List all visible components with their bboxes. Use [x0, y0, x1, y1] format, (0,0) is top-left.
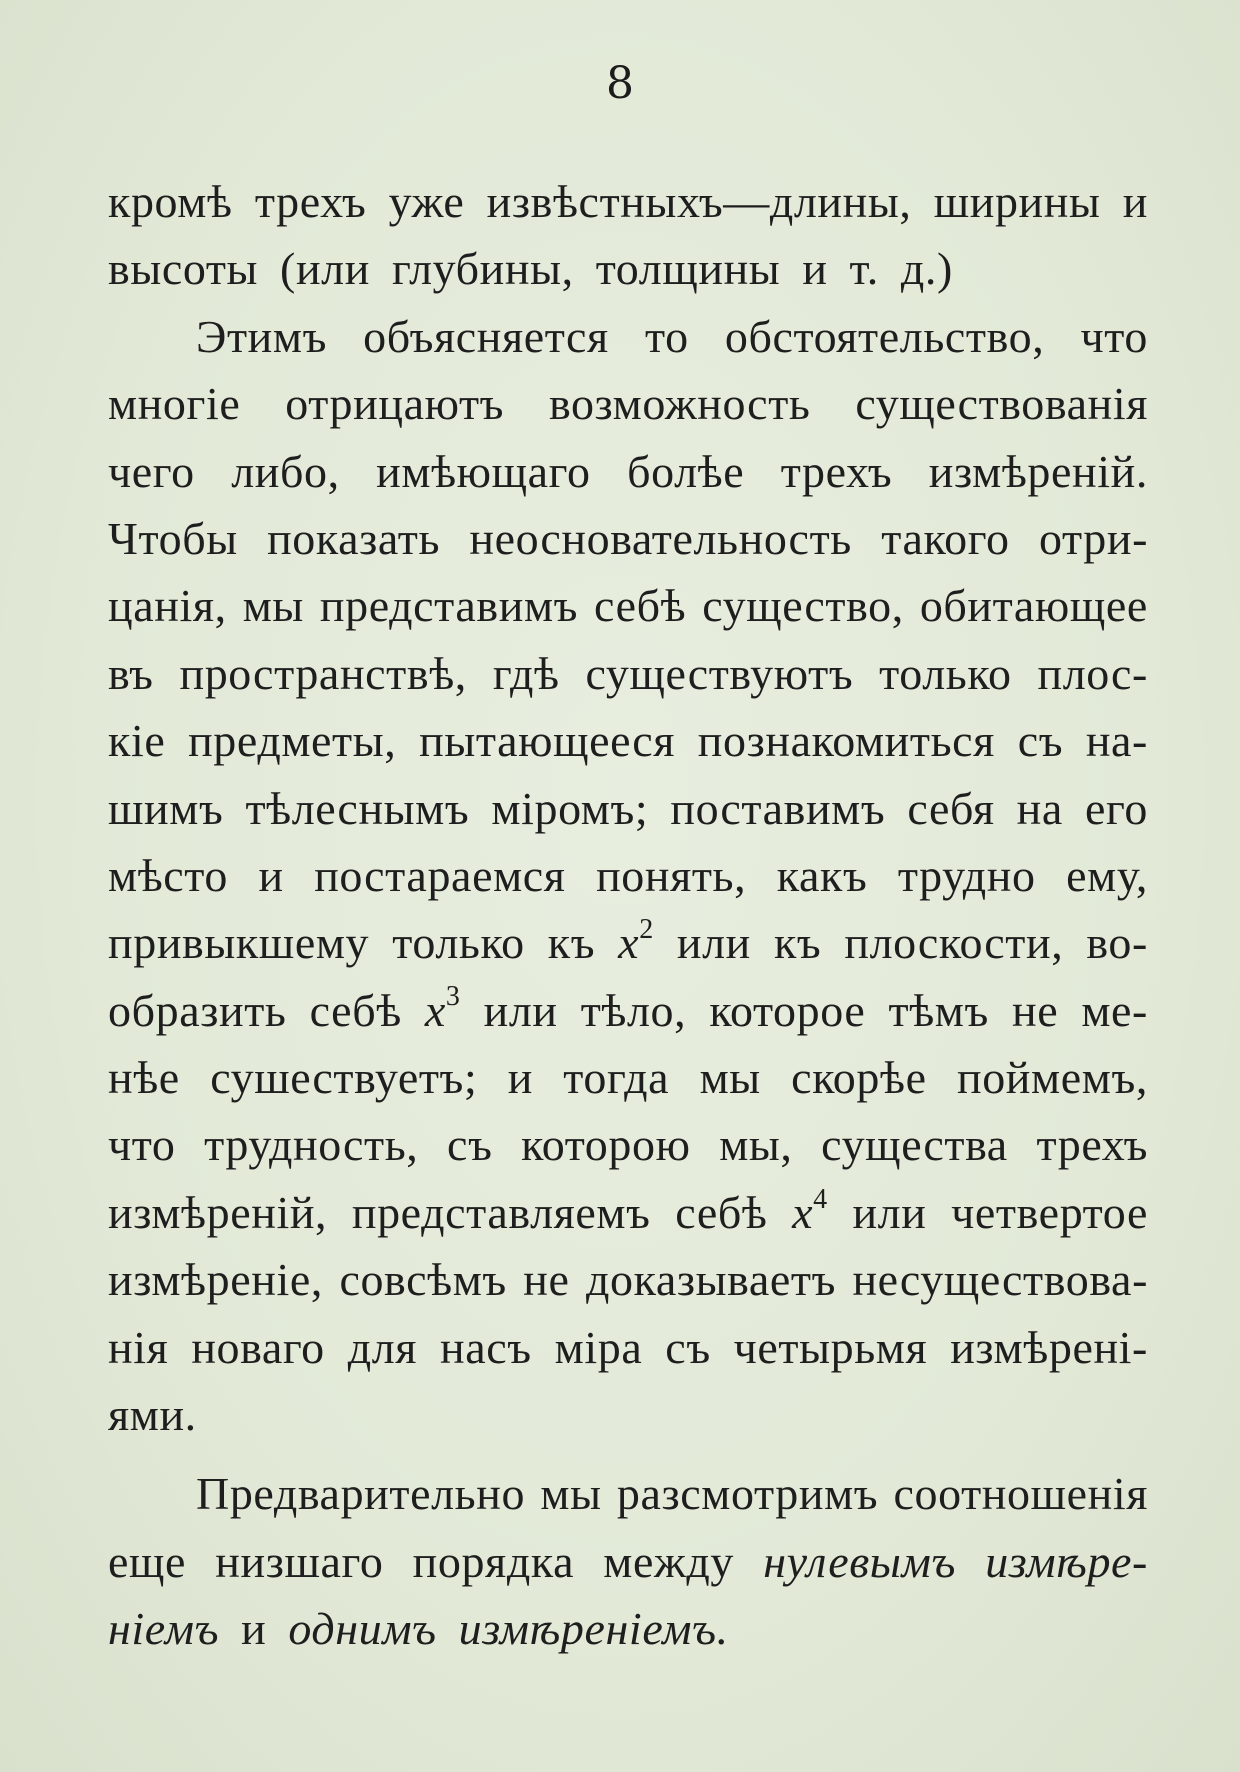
word: новаго — [191, 1321, 325, 1373]
italic-word: однимъ — [288, 1603, 437, 1655]
word: съ — [665, 1321, 711, 1373]
math-power — [792, 1179, 828, 1246]
body-text — [108, 168, 1148, 1663]
word: сушествуетъ; — [210, 1052, 478, 1104]
word: не — [1012, 984, 1059, 1036]
word: или — [852, 1186, 927, 1238]
word: къ — [773, 917, 822, 969]
text-line — [108, 168, 1148, 235]
word: скорѣе — [791, 1052, 927, 1104]
word: представляемъ — [351, 1186, 651, 1238]
word: показать — [267, 512, 441, 564]
word: и — [1122, 176, 1148, 227]
word: для — [347, 1321, 418, 1373]
word: поймемъ, — [956, 1052, 1148, 1104]
word: цанія, — [108, 580, 227, 632]
word: д.) — [900, 243, 953, 295]
word: и — [258, 849, 284, 901]
word: либо, — [231, 445, 340, 497]
text-line — [108, 370, 1148, 437]
word: трехъ — [1036, 1119, 1148, 1171]
word: многіе — [108, 378, 241, 430]
text-line — [108, 1595, 1148, 1662]
word: (или — [280, 243, 370, 295]
word: не — [523, 1254, 570, 1306]
word: такого — [881, 512, 1010, 564]
math-exponent: 2 — [639, 913, 654, 945]
text-line — [108, 1460, 1148, 1527]
word: разсмотримъ — [616, 1468, 879, 1520]
text-line — [108, 1179, 1148, 1246]
word: тогда — [563, 1052, 670, 1104]
word: образить — [108, 984, 287, 1036]
word: тѣмъ — [888, 984, 989, 1036]
word: существо, — [702, 580, 904, 632]
word: понять, — [596, 849, 747, 901]
word: или — [676, 917, 751, 969]
word: измѣреніе, — [108, 1254, 323, 1306]
word: мы — [699, 1052, 761, 1104]
word: болѣе — [627, 445, 745, 497]
word: насъ — [440, 1321, 532, 1373]
text-line — [108, 1381, 1148, 1448]
word: нія — [108, 1321, 169, 1373]
word: Этимъ — [196, 310, 327, 362]
word: чего — [108, 445, 195, 497]
word: съ — [1017, 715, 1064, 767]
word: себѣ — [675, 1186, 768, 1238]
word: или — [483, 984, 558, 1036]
word: объясняется — [363, 310, 609, 362]
word: что — [1080, 310, 1148, 362]
word: существуютъ — [585, 647, 854, 699]
word: только — [392, 917, 525, 969]
word: несуществова- — [852, 1254, 1148, 1306]
text-line — [108, 303, 1148, 370]
word: существованія — [855, 378, 1148, 430]
word: глубины, — [391, 243, 574, 295]
word: трехъ — [254, 176, 367, 227]
word: плоскости, — [844, 917, 1064, 969]
italic-word: ніемъ — [108, 1603, 220, 1655]
word: его — [1085, 782, 1148, 834]
word: четырьмя — [733, 1321, 928, 1373]
word: мы, — [719, 1119, 793, 1171]
word: привыкшему — [108, 917, 370, 969]
word: обитающее — [919, 580, 1148, 632]
word: во- — [1086, 917, 1148, 969]
math-base: x — [618, 917, 640, 969]
italic-word: измѣреніемъ. — [458, 1603, 729, 1655]
word: существа — [821, 1119, 1008, 1171]
word: къ — [547, 917, 596, 969]
word: уже — [388, 176, 465, 227]
word: доказываетъ — [585, 1254, 836, 1306]
word: мы — [242, 580, 304, 632]
word: которое — [709, 984, 866, 1036]
word: ме- — [1081, 984, 1148, 1036]
text-line — [108, 235, 1148, 302]
word: трехъ — [780, 445, 893, 497]
word: поставимъ — [670, 782, 886, 834]
word: измѣреній, — [108, 1186, 328, 1238]
word: пространствѣ, — [179, 647, 467, 699]
word: измѣреній. — [928, 445, 1148, 497]
text-line — [108, 640, 1148, 707]
word: обстоятельство, — [724, 310, 1045, 362]
math-base: x — [424, 984, 446, 1036]
word: порядка — [412, 1535, 575, 1587]
text-line — [108, 1111, 1148, 1178]
math-base: x — [792, 1186, 814, 1238]
word: неосновательность — [469, 512, 852, 564]
text-line — [108, 1314, 1148, 1381]
word: тѣлеснымъ — [245, 782, 470, 834]
word: представимъ — [319, 580, 579, 632]
word: что — [108, 1119, 176, 1171]
math-power — [425, 977, 461, 1044]
word: себя — [907, 782, 995, 834]
word: еще — [108, 1535, 187, 1587]
word: на- — [1085, 715, 1148, 767]
word: четвертое — [951, 1186, 1148, 1238]
text-line — [108, 775, 1148, 842]
text-line — [108, 1044, 1148, 1111]
word: возможность — [548, 378, 811, 430]
word: толщины — [595, 243, 781, 295]
word: гдѣ — [492, 647, 560, 699]
word: и — [802, 243, 828, 295]
text-line — [108, 909, 1148, 976]
word: которою — [521, 1119, 691, 1171]
word: тѣло, — [580, 984, 687, 1036]
word: познакомиться — [697, 715, 995, 767]
word: на — [1016, 782, 1063, 834]
word: мы — [540, 1468, 602, 1520]
word: низшаго — [215, 1535, 384, 1587]
word: мѣсто — [108, 849, 228, 901]
math-power — [618, 909, 654, 976]
word: ширины — [933, 176, 1101, 227]
math-exponent: 3 — [445, 981, 461, 1013]
word: въ — [108, 647, 154, 699]
word: и — [507, 1052, 533, 1104]
word: съ — [447, 1119, 493, 1171]
word: ему, — [1066, 849, 1148, 901]
word: кіе — [108, 715, 166, 767]
word: плос- — [1037, 647, 1148, 699]
word: только — [879, 647, 1012, 699]
word: міромъ; — [491, 782, 649, 834]
word: себѣ — [594, 580, 687, 632]
italic-word: измѣре- — [985, 1535, 1148, 1587]
word: какъ — [776, 849, 868, 901]
word: себѣ — [309, 984, 402, 1036]
text-line — [108, 1246, 1148, 1313]
text-line — [108, 572, 1148, 639]
word: трудность, — [204, 1119, 419, 1171]
word: пытающееся — [419, 715, 676, 767]
text-line — [108, 707, 1148, 774]
word: имѣющаго — [376, 445, 591, 497]
text-line — [108, 505, 1148, 572]
word: отри- — [1039, 512, 1148, 564]
text-line — [108, 977, 1148, 1044]
word: ями. — [108, 1389, 197, 1441]
word: міра — [554, 1321, 643, 1373]
italic-word: нулевымъ — [763, 1535, 956, 1587]
word: то — [644, 310, 689, 362]
word: Чтобы — [108, 512, 238, 564]
word: высоты — [108, 243, 259, 295]
word: между — [603, 1535, 735, 1587]
word: и — [241, 1603, 267, 1655]
word: нѣе — [108, 1052, 180, 1104]
text-line — [108, 1528, 1148, 1595]
text-line — [108, 842, 1148, 909]
word: измѣрені- — [950, 1321, 1148, 1373]
math-exponent: 4 — [813, 1183, 828, 1215]
word: трудно — [897, 849, 1036, 901]
word: кромѣ — [108, 176, 233, 227]
word: постараемся — [314, 849, 566, 901]
word: совсѣмъ — [339, 1254, 507, 1306]
word: соотношенія — [893, 1468, 1148, 1520]
text-line — [108, 438, 1148, 505]
word: шимъ — [108, 782, 224, 834]
word: предметы, — [188, 715, 397, 767]
word: отрицаютъ — [285, 378, 505, 430]
page-number: 8 — [606, 58, 634, 109]
word: извѣстныхъ—длины, — [486, 176, 912, 227]
word: Предварительно — [196, 1468, 526, 1520]
word: т. — [849, 243, 879, 295]
